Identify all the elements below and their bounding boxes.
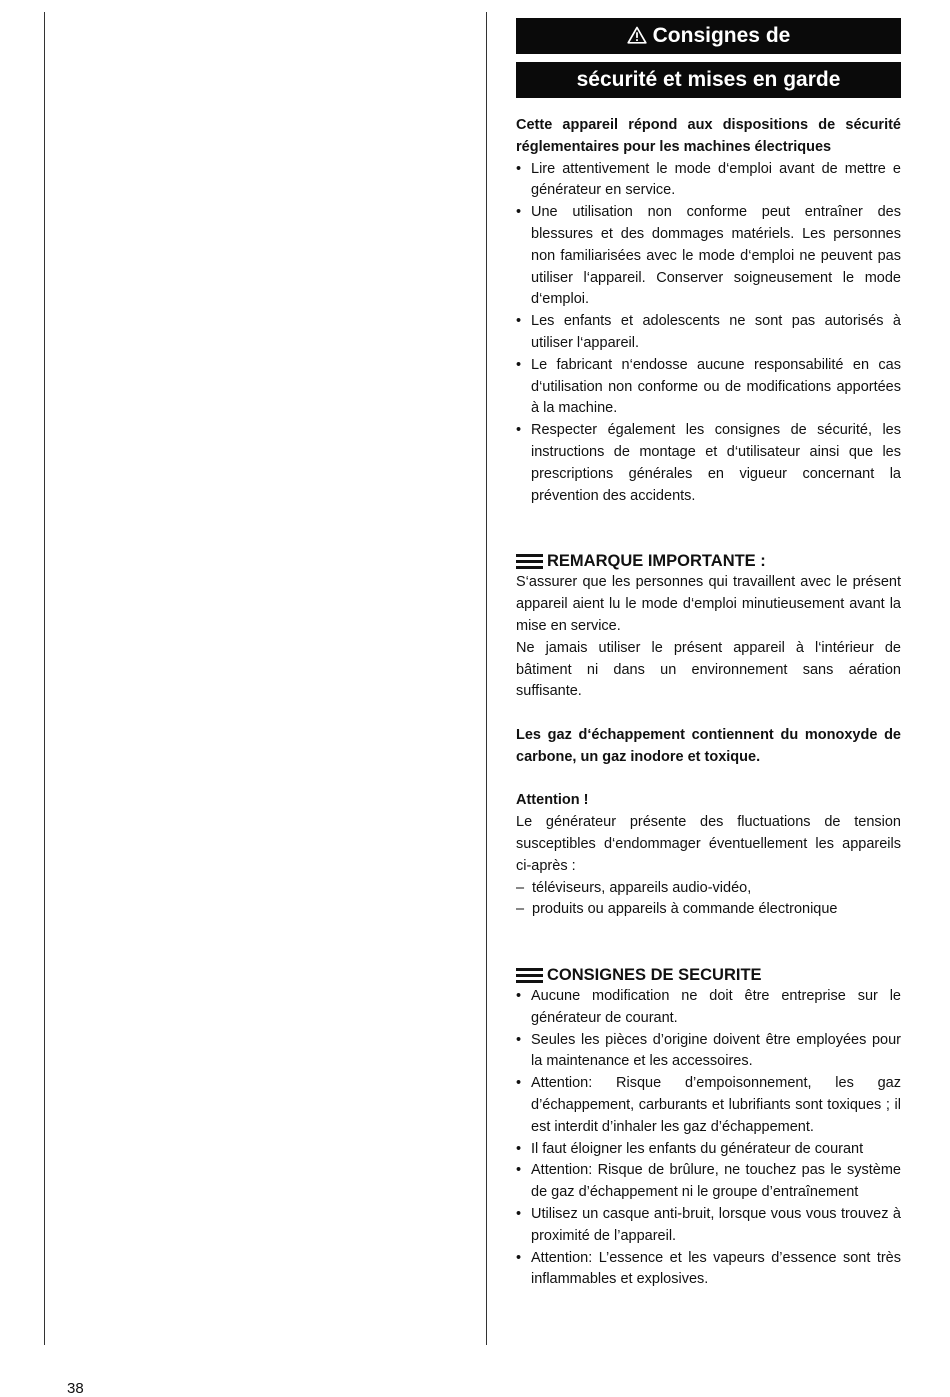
list-item: • Attention: L’essence et les vapeurs d’essence sont très inflammables et explosives. [516,1248,901,1292]
remarque-heading: REMARQUE IMPORTANTE : [547,552,766,571]
remarque-section [516,550,901,921]
remarque-bold-para: Les gaz d‘échappement contiennent du monoxyde de carbone, un gaz inodore et toxique. [516,726,901,765]
consignes-section [516,964,901,1291]
list-item: – téléviseurs, appareils audio-vidéo, [516,878,901,900]
list-item: • Une utilisation non conforme peut entraîner des blessures et des dommages matériels. Les personnes non familiarisées avec le mode d‘emploi ne peuvent pas utiliser l‘appareil. Conserver soigneusement le mode d‘emploi. [516,202,901,311]
list-item: • Aucune modification ne doit être entreprise sur le générateur de courant. [516,986,901,1030]
page-number: 38 [67,1380,84,1397]
attention-text: Le générateur présente des fluctuations de tension susceptibles d‘endommager éventuellement les appareils ci-après : [516,814,901,874]
list-item: • Il faut éloigner les enfants du générateur de courant [516,1139,901,1161]
consignes-bullet-list [516,986,901,1291]
remarque-heading-row [516,550,901,572]
list-item: – produits ou appareils à commande électronique [516,899,901,921]
list-item: • Lire attentivement le mode d‘emploi avant de mettre e générateur en service. [516,159,901,203]
list-item: • Utilisez un casque anti-bruit, lorsque vous vous trouvez à proximité de l’appareil. [516,1204,901,1248]
list-item: • Attention: Risque de brûlure, ne touchez pas le système de gaz d’échappement ni le groupe d’entraînement [516,1160,901,1204]
list-item: • Attention: Risque d’empoisonnement, les gaz d’échappement, carburants et lubrifiants sont toxiques ; il est interdit d’inhaler les gaz d’échappement. [516,1073,901,1138]
consignes-heading: CONSIGNES DE SECURITE [547,966,762,985]
title-line2: sécurité et mises en garde [576,68,841,91]
safety-column [516,18,901,1291]
consignes-heading-row [516,964,901,986]
intro-bullet-list [516,159,901,508]
note-lines-icon [516,966,543,984]
warning-triangle-icon [627,20,647,56]
left-margin-line [44,12,45,1345]
column-divider-line [486,12,487,1345]
title-line1: Consignes de [652,24,791,47]
attention-label: Attention ! [516,792,589,809]
title-bar-line1 [516,18,901,54]
title-bar-line2 [516,62,901,98]
list-item: • Respecter également les consignes de sécurité, les instructions de montage et d‘utilisateur ainsi que les prescriptions générales en vigueur concernant la prévention des accidents. [516,420,901,507]
intro-heading: Cette appareil répond aux dispositions de sécurité réglementaires pour les machines électriques [516,117,901,155]
list-item: • Le fabricant n‘endosse aucune responsabilité en cas d‘utilisation non conforme ou de modifications apportées à la machine. [516,355,901,420]
list-item: • Seules les pièces d’origine doivent être employées pour la maintenance et les accessoires. [516,1030,901,1074]
remarque-para1: S‘assurer que les personnes qui travaillent avec le présent appareil aient lu le mode d‘emploi minutieusement avant la mise en service. [516,574,901,634]
intro-section [516,115,901,507]
remarque-para2: Ne jamais utiliser le présent appareil à l‘intérieur de bâtiment ni dans un environnement sans aération suffisante. [516,639,901,700]
note-lines-icon [516,552,543,570]
list-item: • Les enfants et adolescents ne sont pas autorisés à utiliser l‘appareil. [516,311,901,355]
attention-dash-list [516,878,901,922]
